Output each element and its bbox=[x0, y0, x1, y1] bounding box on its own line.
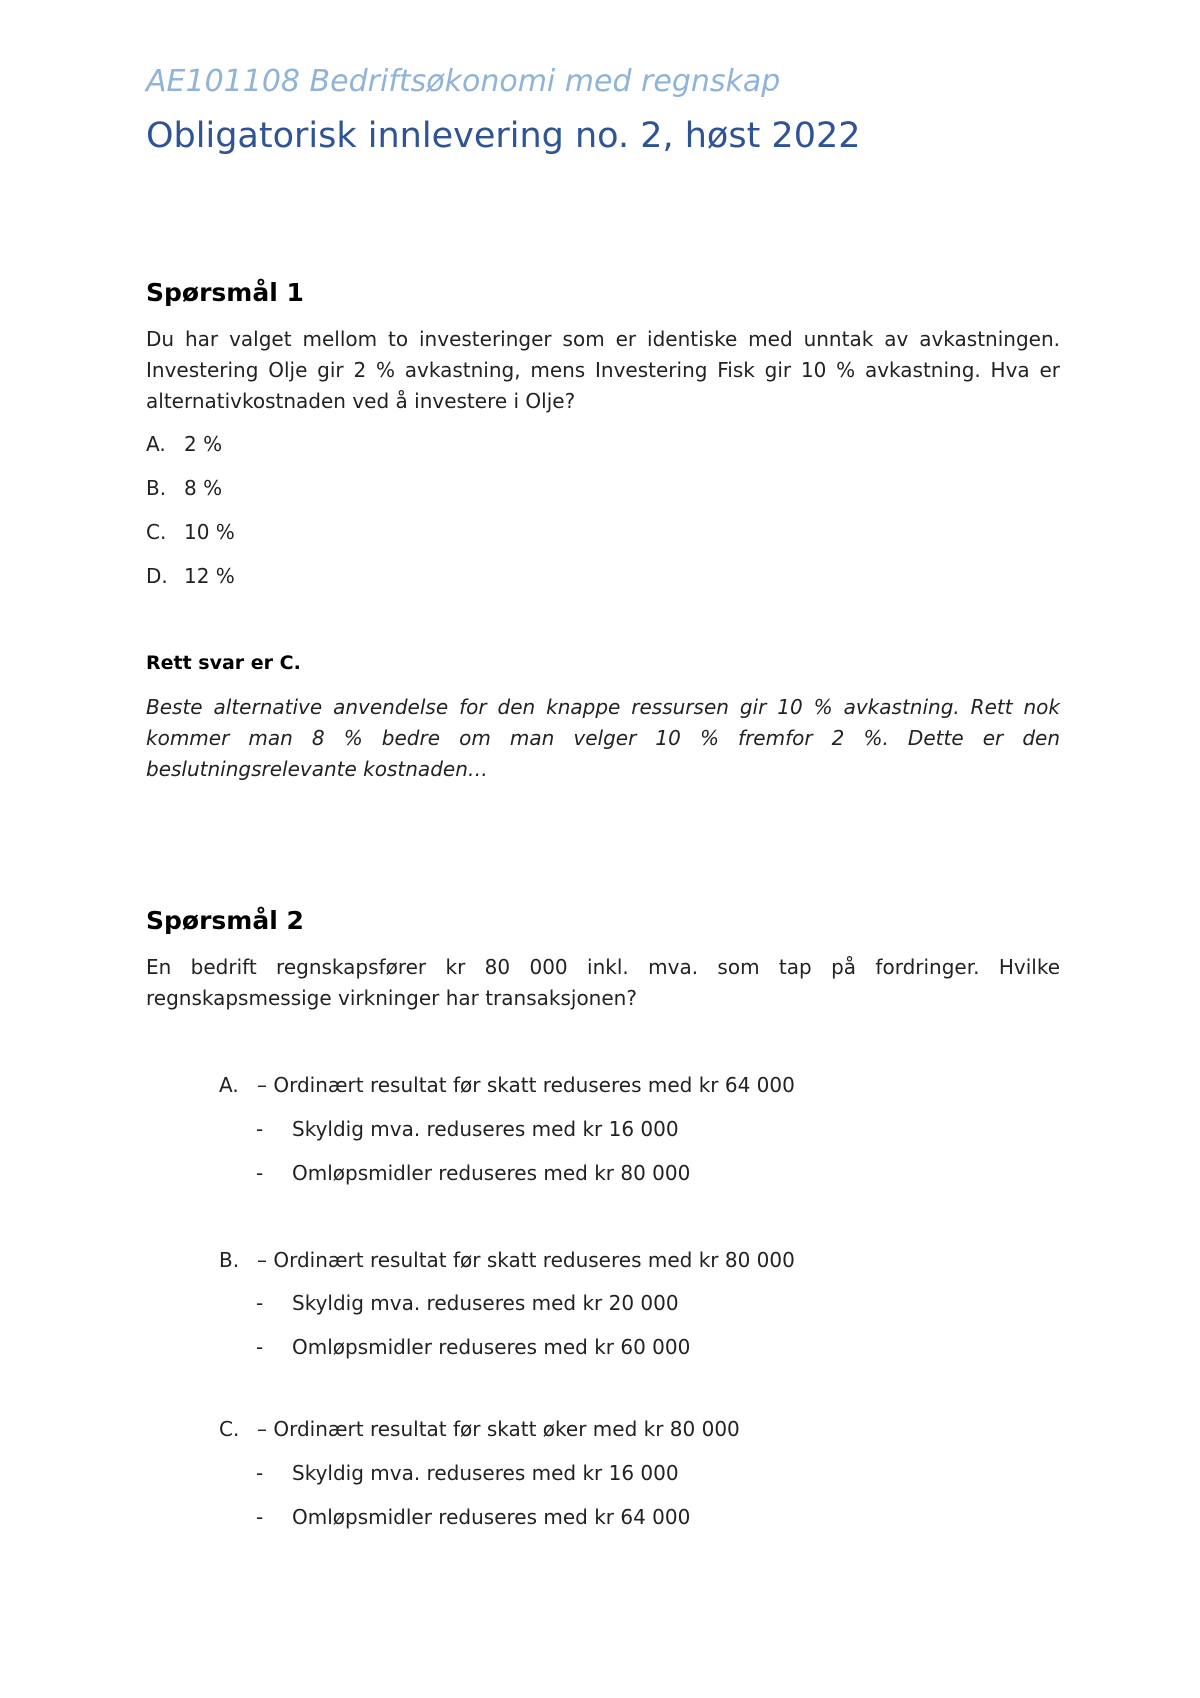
question-1-heading: Spørsmål 1 bbox=[146, 278, 304, 307]
q1-explanation: Beste alternative anvendelse for den knappe ressursen gir 10 % avkastning. Rett nok kommer man 8 % bedre om man velger 10 % fremfor 2 %. Dette er den beslutningsrelevante kostnaden… bbox=[146, 695, 1060, 781]
q1-option-a bbox=[146, 432, 222, 456]
dash-bullet: - bbox=[256, 1117, 264, 1141]
q2-option-a-sub-1 bbox=[256, 1117, 679, 1141]
sub-text: Omløpsmidler reduseres med kr 60 000 bbox=[292, 1335, 691, 1359]
q2-option-a bbox=[219, 1073, 795, 1097]
q2-option-c-sub-1 bbox=[256, 1461, 679, 1485]
course-title: AE101108 Bedriftsøkonomi med regnskap bbox=[146, 64, 781, 99]
question-2-heading: Spørsmål 2 bbox=[146, 906, 304, 935]
dash-bullet: - bbox=[256, 1291, 264, 1315]
option-text: 10 % bbox=[184, 520, 235, 544]
option-letter: A. bbox=[146, 432, 166, 456]
q2-option-c bbox=[219, 1417, 740, 1441]
option-letter: A. bbox=[219, 1073, 239, 1097]
option-letter: B. bbox=[146, 476, 167, 500]
q2-option-b bbox=[219, 1248, 795, 1272]
sub-text: Skyldig mva. reduseres med kr 20 000 bbox=[292, 1291, 679, 1315]
option-text: 12 % bbox=[184, 564, 235, 588]
q2-option-b-sub-1 bbox=[256, 1291, 679, 1315]
option-letter: D. bbox=[146, 564, 168, 588]
option-text: 8 % bbox=[184, 476, 223, 500]
q1-option-c bbox=[146, 520, 235, 544]
q2-option-c-sub-2 bbox=[256, 1505, 690, 1529]
option-text: 2 % bbox=[184, 432, 223, 456]
dash-bullet: - bbox=[256, 1335, 264, 1359]
q1-option-b bbox=[146, 476, 222, 500]
question-1-text: Du har valget mellom to investeringer som er identiske med unntak av avkastningen. Investering Olje gir 2 % avkastning, mens Investering Fisk gir 10 % avkastning. Hva er alternativkostnaden ved å investere i Olje? bbox=[146, 327, 1060, 413]
sub-text: Omløpsmidler reduseres med kr 80 000 bbox=[292, 1161, 691, 1185]
q2-option-a-sub-2 bbox=[256, 1161, 690, 1185]
q1-answer: Rett svar er C. bbox=[146, 652, 301, 674]
option-text: – Ordinært resultat før skatt reduseres med kr 64 000 bbox=[257, 1073, 795, 1097]
option-text: – Ordinært resultat før skatt reduseres med kr 80 000 bbox=[257, 1248, 795, 1272]
sub-text: Skyldig mva. reduseres med kr 16 000 bbox=[292, 1117, 679, 1141]
dash-bullet: - bbox=[256, 1161, 264, 1185]
assignment-title: Obligatorisk innlevering no. 2, høst 2022 bbox=[146, 116, 861, 156]
question-2-text: En bedrift regnskapsfører kr 80 000 inkl. mva. som tap på fordringer. Hvilke regnskapsmessige virkninger har transaksjonen? bbox=[146, 955, 1060, 1010]
sub-text: Skyldig mva. reduseres med kr 16 000 bbox=[292, 1461, 679, 1485]
dash-bullet: - bbox=[256, 1505, 264, 1529]
option-text: – Ordinært resultat før skatt øker med kr 80 000 bbox=[257, 1417, 740, 1441]
q2-option-b-sub-2 bbox=[256, 1335, 690, 1359]
option-letter: C. bbox=[219, 1417, 240, 1441]
sub-text: Omløpsmidler reduseres med kr 64 000 bbox=[292, 1505, 691, 1529]
q1-option-d bbox=[146, 564, 235, 588]
dash-bullet: - bbox=[256, 1461, 264, 1485]
option-letter: B. bbox=[219, 1248, 240, 1272]
option-letter: C. bbox=[146, 520, 167, 544]
